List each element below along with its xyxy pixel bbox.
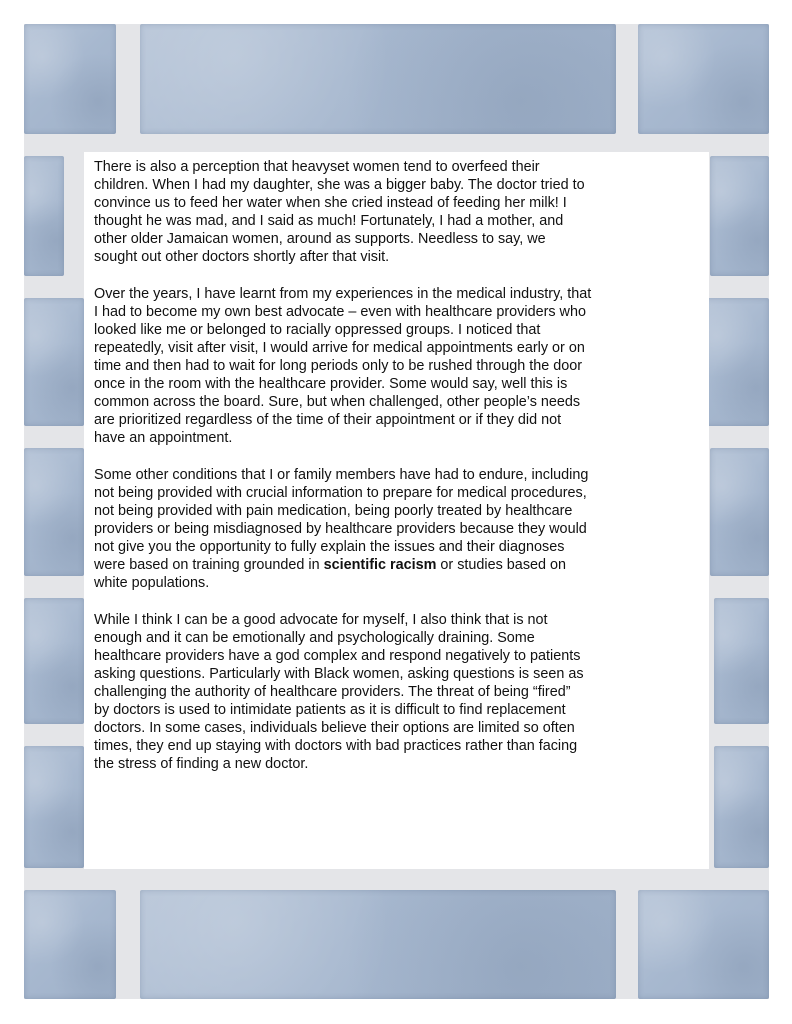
- wall-tile: [140, 24, 616, 134]
- wall-tile: [24, 298, 84, 426]
- wall-tile: [140, 890, 616, 999]
- text-panel: [84, 152, 709, 869]
- wall-tile: [704, 298, 769, 426]
- wall-tile: [714, 598, 769, 724]
- wall-tile: [24, 890, 116, 999]
- wall-tile: [710, 156, 769, 276]
- wall-tile: [638, 890, 769, 999]
- wall-tile: [710, 448, 769, 576]
- paragraph-conditions-end: or studies based on white populations.: [94, 557, 567, 591]
- scientific-racism-term: scientific racism: [323, 557, 437, 573]
- paragraph-overfeeding: There is also a perception that heavyset women tend to overfeed their children. When I had my daughter, she was a bigger baby. The doctor tried to convince us to feed her water when she cried instead of feeding her milk! I thought he was mad, and I said as much! Fortunately, I had a mother, and other older Jamaican women, around as supports. Needless to say, we sought out other doctors shortly after that visit.: [94, 159, 585, 265]
- wall-tile: [24, 24, 116, 134]
- paragraph-advocacy-limits: While I think I can be a good advocate for myself, I also think that is not enough and it can be emotionally and psychologically draining. Some healthcare providers have a god complex and respond negatively to patients asking questions. Particularly with Black women, asking questions is seen as challenging the authority of healthcare providers. The threat of being “fired” by doctors is used to intimidate patients as it is difficult to find replacement doctors. In some cases, individuals believe their options are limited so often times, they end up staying with doctors with bad practices rather than facing the stress of finding a new doctor.: [94, 612, 584, 772]
- wall-tile: [24, 746, 84, 868]
- wall-tile: [24, 448, 84, 576]
- wall-tile: [638, 24, 769, 134]
- paragraph-conditions-start: Some other conditions that I or family members have had to endure, including not being provided with crucial information to prepare for medical procedures, not being provided with pain medication, being poorly treated by healthcare providers or being misdiagnosed by healthcare providers because they would not give you the opportunity to fully explain the issues and their diagnoses were based on training grounded in: [94, 467, 589, 573]
- wall-tile: [24, 156, 64, 276]
- paragraph-own-advocate: Over the years, I have learnt from my experiences in the medical industry, that I had to become my own best advocate – even with healthcare providers who looked like me or belonged to racially oppressed groups. I noticed that repeatedly, visit after visit, I would arrive for medical appointments early or on time and then had to wait for long periods only to be rushed through the door once in the room with the healthcare provider. Some would say, well this is common across the board. Sure, but when challenged, other people’s needs are prioritized regardless of the time of their appointment or if they did not have an appointment.: [94, 286, 592, 446]
- wall-tile: [24, 598, 84, 724]
- wall-tile: [714, 746, 769, 868]
- paragraph-conditions: [94, 466, 699, 592]
